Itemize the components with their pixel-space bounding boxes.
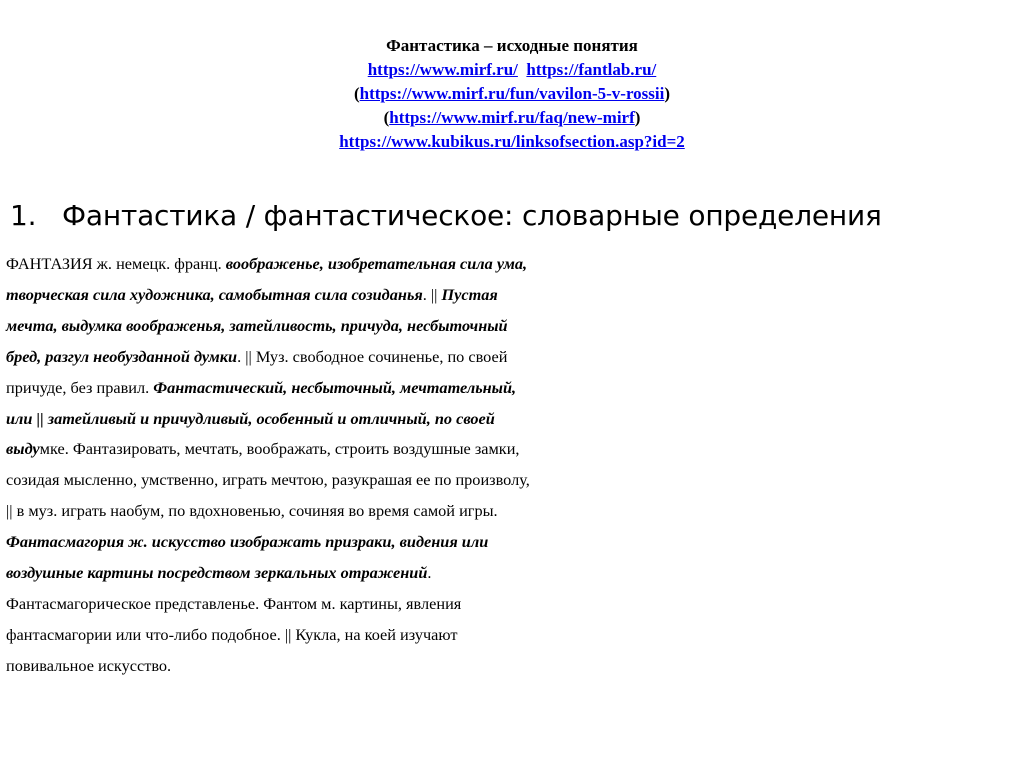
text-run: . || Муз. свободное сочиненье, по своей — [237, 346, 508, 366]
header-links-row-1 — [0, 58, 1024, 82]
text-run: фантасмагории или что-либо подобное. || Кукла, на коей изучают — [6, 624, 458, 644]
text-run: повивальное искусство. — [6, 655, 172, 675]
text-line-9 — [6, 496, 1022, 527]
text-line-4 — [6, 342, 1022, 373]
text-run-bold-italic: выду — [6, 439, 40, 459]
header-title: Фантастика – исходные понятия — [386, 36, 638, 55]
section-heading — [10, 196, 1010, 236]
text-run-bold-italic: творческая сила художника, самобытная сила созиданья — [6, 284, 423, 304]
text-line-13 — [6, 620, 1022, 651]
text-run: . || — [422, 284, 442, 304]
link-mirf-new[interactable]: https://www.mirf.ru/faq/new-mirf — [389, 108, 635, 127]
header-links-row-2 — [0, 82, 1024, 106]
text-run-bold-italic: бред, разгул необузданной думки — [6, 346, 238, 366]
paren-open-1: ( — [353, 84, 360, 103]
text-run: || в муз. играть наобум, по вдохновенью, сочиняя во время самой игры. — [6, 501, 498, 521]
header-links-row-4 — [0, 130, 1024, 154]
text-line-2 — [6, 280, 1022, 311]
text-run: . — [427, 563, 432, 583]
paren-close-2: ) — [634, 108, 641, 127]
link-fantlab[interactable]: https://fantlab.ru/ — [526, 60, 657, 79]
text-line-14 — [6, 651, 1022, 682]
text-run-bold-italic: или || затейливый и причудливый, особенный и отличный, по своей — [6, 408, 495, 428]
heading-number: 1. — [10, 199, 37, 232]
text-run: ФАНТАЗИЯ ж. немецк. франц. — [6, 254, 226, 273]
text-run-bold-italic: воображенье, изобретательная сила ума, — [225, 254, 528, 273]
text-line-5 — [6, 373, 1022, 404]
text-run: мке. Фантазировать, мечтать, воображать, строить воздушные замки, — [39, 439, 520, 459]
sources-header — [0, 34, 1024, 154]
text-run-bold-italic: Фантастический, несбыточный, мечтательный, — [153, 377, 517, 397]
paren-open-2: ( — [383, 108, 390, 127]
text-run-bold-italic: воздушные картины посредством зеркальных отражений — [6, 563, 428, 583]
paren-close-1: ) — [664, 84, 671, 103]
heading-text: Фантастика / фантастическое: словарные определения — [62, 199, 882, 232]
text-run: причуде, без правил. — [6, 377, 154, 397]
definition-text — [6, 249, 1022, 682]
link-mirf[interactable]: https://www.mirf.ru/ — [367, 60, 518, 79]
text-run-bold-italic: Фантасмагория ж. искусство изображать призраки, видения или — [6, 532, 489, 552]
link-kubikus[interactable]: https://www.kubikus.ru/linksofsection.asp?id=2 — [339, 132, 685, 151]
text-line-8 — [6, 465, 1022, 496]
text-line-6 — [6, 404, 1022, 435]
link-mirf-vavilon[interactable]: https://www.mirf.ru/fun/vavilon-5-v-rossii — [359, 84, 665, 103]
text-line-10 — [6, 527, 1022, 558]
header-links-row-3 — [0, 106, 1024, 130]
text-line-11 — [6, 558, 1022, 589]
text-line-3 — [6, 311, 1022, 342]
text-run-bold-italic: Пустая — [441, 284, 498, 304]
text-line-7 — [6, 434, 1022, 465]
text-line-1 — [6, 249, 1022, 280]
text-run: созидая мысленно, умственно, играть мечтою, разукрашая ее по произволу, — [6, 470, 530, 490]
text-line-12 — [6, 589, 1022, 620]
text-run: Фантасмагорическое представленье. Фантом м. картины, явления — [6, 593, 462, 613]
text-run-bold-italic: мечта, выдумка воображенья, затейливость, причуда, несбыточный — [6, 315, 508, 335]
